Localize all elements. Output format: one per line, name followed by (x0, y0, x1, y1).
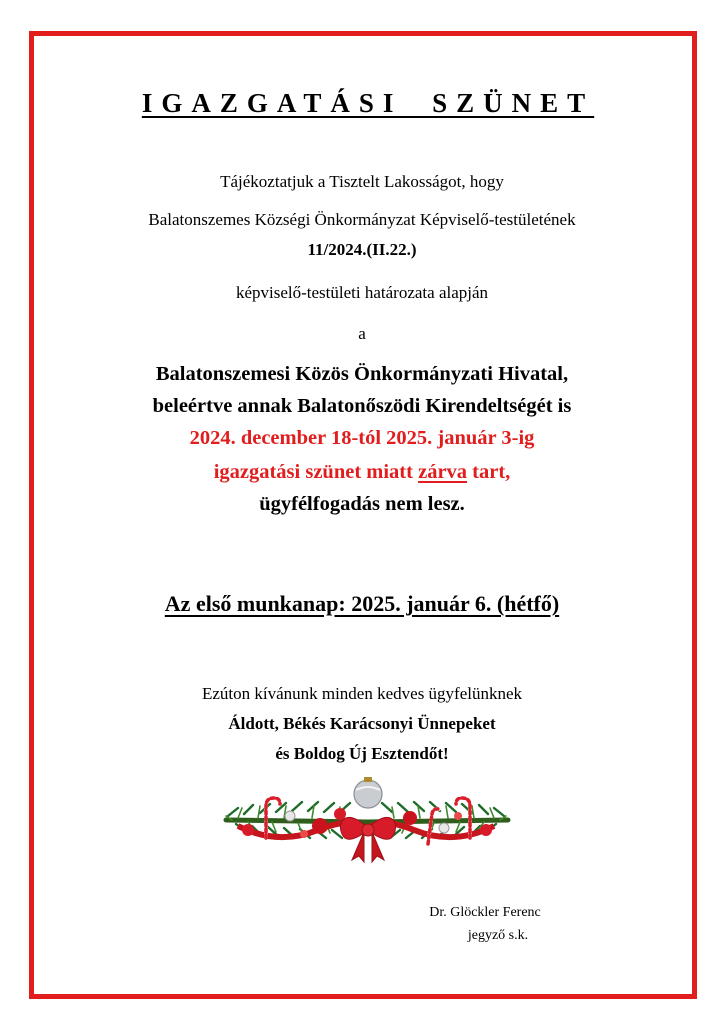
page-title: IGAZGATÁSI SZÜNET (141, 88, 595, 118)
greeting-line-2: Áldott, Békés Karácsonyi Ünnepeket (228, 714, 496, 733)
office-name: Balatonszemesi Közös Önkormányzati Hivatal, (155, 363, 569, 385)
greeting-line-3: és Boldog Új Esztendőt! (275, 744, 449, 763)
christmas-garland-icon (218, 768, 514, 864)
signature-title: jegyző s.k. (467, 928, 529, 943)
closure-reason-prefix: igazgatási szünet miatt (213, 461, 413, 483)
intro-article: a (358, 324, 366, 343)
greeting-line-1: Ezúton kívánunk minden kedves ügyfelünknek (201, 684, 523, 703)
intro-line-1: Tájékoztatjuk a Tisztelt Lakosságot, hogy (220, 172, 504, 191)
intro-line-3: képviselő-testületi határozata alapján (235, 283, 489, 302)
branch-office: beleértve annak Balatonőszödi Kirendeltségét is (152, 395, 572, 417)
resolution-number: 11/2024.(II.22.) (307, 240, 417, 259)
closure-reason-suffix: tart, (472, 461, 511, 483)
intro-line-2: Balatonszemes Községi Önkormányzat Képviselő-testületének (148, 210, 576, 229)
closure-reason (0, 461, 724, 484)
signature-name: Dr. Glöckler Ferenc (429, 905, 541, 920)
first-workday: Az első munkanap: 2025. január 6. (hétfő) (164, 591, 560, 616)
closed-word: zárva (418, 461, 468, 483)
closure-date-range: 2024. december 18-tól 2025. január 3-ig (189, 427, 535, 449)
no-customer-service: ügyfélfogadás nem lesz. (259, 493, 465, 515)
